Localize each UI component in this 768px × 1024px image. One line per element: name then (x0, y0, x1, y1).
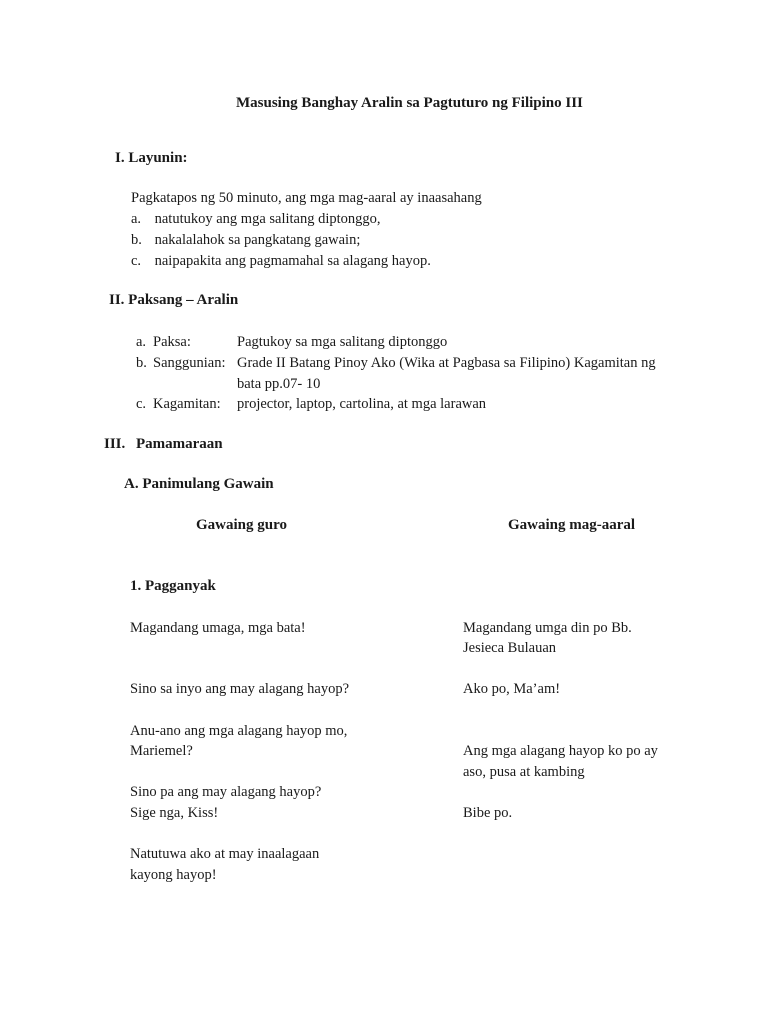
teacher-line: Magandang umaga, mga bata! (130, 620, 306, 636)
reference-label: Sanggunian: (153, 355, 226, 371)
objective-item (131, 230, 360, 250)
student-line: Magandang umga din po Bb. (463, 620, 632, 636)
topic-label: Paksa: (153, 334, 191, 350)
reference-marker: b. (136, 355, 147, 371)
teacher-line: Mariemel? (130, 743, 193, 759)
list-marker: a. (131, 211, 142, 227)
teacher-line: Natutuwa ako at may inaalagaan (130, 846, 320, 862)
column-header-student: Gawaing mag-aaral (508, 517, 636, 533)
objective-text: naipapakita ang pagmamahal sa alagang hayop. (154, 253, 431, 269)
list-marker: b. (131, 232, 142, 248)
objectives-intro: Pagkatapos ng 50 minuto, ang mga mag-aaral ay inaasahang (131, 190, 482, 206)
materials-value: projector, laptop, cartolina, at mga larawan (237, 396, 487, 412)
student-line: Bibe po. (463, 805, 513, 821)
list-marker: c. (131, 253, 142, 269)
materials-label: Kagamitan: (153, 396, 221, 412)
topic-marker: a. (136, 334, 147, 350)
section-heading-layunin: I. Layunin: (115, 150, 188, 166)
objective-text: nakalalahok sa pangkatang gawain; (154, 232, 361, 248)
teacher-line: Sige nga, Kiss! (130, 805, 219, 821)
column-header-teacher: Gawaing guro (196, 517, 287, 533)
teacher-line: Sino pa ang may alagang hayop? (130, 784, 322, 800)
section-number-pamamaraan: III. (104, 436, 126, 452)
student-line: Jesieca Bulauan (463, 640, 557, 656)
materials-marker: c. (136, 396, 147, 412)
student-line: aso, pusa at kambing (463, 764, 585, 780)
objective-item (131, 209, 381, 229)
page-title: Masusing Banghay Aralin sa Pagtuturo ng Filipino III (236, 95, 583, 111)
teacher-line: kayong hayop! (130, 867, 217, 883)
subsection-panimulang-gawain: A. Panimulang Gawain (124, 476, 274, 492)
objective-item (131, 251, 431, 271)
objective-text: natutukoy ang mga salitang diptonggo, (154, 211, 381, 227)
reference-value-continued: bata pp.07- 10 (237, 376, 321, 392)
teacher-line: Anu-ano ang mga alagang hayop mo, (130, 723, 348, 739)
section-heading-paksang-aralin: II. Paksang – Aralin (109, 292, 239, 308)
subsection-pagganyak: 1. Pagganyak (130, 578, 216, 594)
section-heading-pamamaraan: Pamamaraan (136, 436, 223, 452)
student-line: Ang mga alagang hayop ko po ay (463, 743, 658, 759)
topic-value: Pagtukoy sa mga salitang diptonggo (237, 334, 448, 350)
teacher-line: Sino sa inyo ang may alagang hayop? (130, 681, 350, 697)
reference-value: Grade II Batang Pinoy Ako (Wika at Pagbasa sa Filipino) Kagamitan ng (237, 355, 656, 371)
student-line: Ako po, Ma’am! (463, 681, 561, 697)
